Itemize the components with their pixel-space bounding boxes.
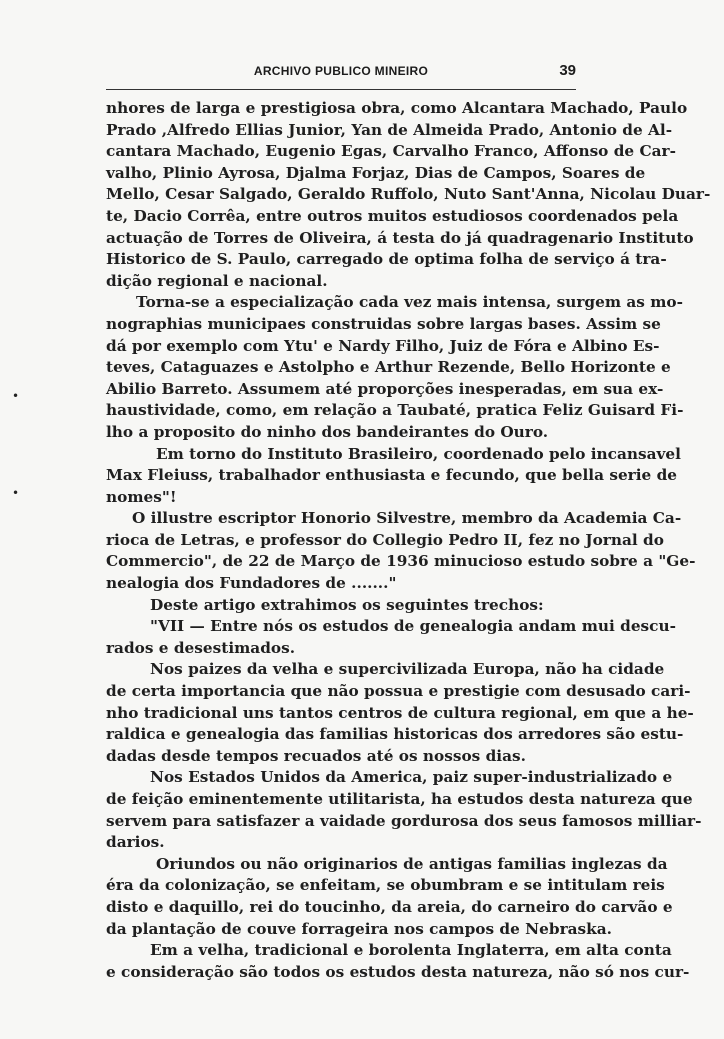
text-line: dadas desde tempos recuados até os nossos dias. (106, 746, 526, 765)
text-line: de feição eminentemente utilitarista, ha estudos desta natureza que (106, 790, 693, 808)
text-line: Em a velha, tradicional e borolenta Inglaterra, em alta conta (150, 941, 672, 960)
text-line: darios. (106, 833, 165, 852)
text-line: Em torno do Instituto Brasileiro, coordenado pelo incansavel (156, 444, 681, 463)
text-line: Historico de S. Paulo, carregado de optima folha de serviço á tra- (106, 250, 667, 269)
text-line: cantara Machado, Eugenio Egas, Carvalho Franco, Affonso de Car- (106, 142, 676, 161)
body-text (106, 98, 711, 983)
text-line: de certa importancia que não possua e prestigie com desusado cari- (106, 682, 691, 701)
margin-mark: • (12, 389, 20, 403)
text-line: Deste artigo extrahimos os seguintes trechos: (150, 595, 544, 614)
text-line: nealogia dos Fundadores de ......." (106, 574, 397, 593)
text-line: Torna-se a especialização cada vez mais intensa, surgem as mo- (136, 293, 683, 312)
running-title: ARCHIVO PUBLICO MINEIRO (253, 64, 429, 78)
text-line: dá por exemplo com Ytu' e Nardy Filho, Juiz de Fóra e Albino Es- (106, 336, 660, 355)
text-line: nographias municipaes construidas sobre largas bases. Assim se (106, 314, 661, 333)
text-line: Mello, Cesar Salgado, Geraldo Ruffolo, Nuto Sant'Anna, Nicolau Duar- (106, 185, 711, 204)
text-line: nomes"! (106, 487, 177, 506)
text-line: e consideração são todos os estudos desta natureza, não só nos cur- (106, 962, 690, 981)
text-line: rados e desestimados. (106, 638, 296, 657)
text-line: disto e daquillo, rei do toucinho, da areia, do carneiro do carvão e (106, 897, 673, 916)
text-line: Commercio", de 22 de Março de 1936 minucioso estudo sobre a "Ge- (106, 552, 696, 571)
text-line: rioca de Letras, e professor do Collegio Pedro II, fez no Jornal do (106, 530, 664, 549)
text-line: Abilio Barreto. Assumem até proporções inesperadas, em sua ex- (106, 379, 664, 398)
text-line: valho, Plinio Ayrosa, Djalma Forjaz, Dias de Campos, Soares de (106, 163, 646, 182)
text-line: dição regional e nacional. (106, 271, 328, 290)
page-header (106, 60, 576, 84)
text-line: Nos paizes da velha e supercivilizada Europa, não ha cidade (150, 660, 665, 679)
text-line: actuação de Torres de Oliveira, á testa do já quadragenario Instituto (106, 228, 694, 247)
header-rule (106, 89, 576, 90)
text-line: Nos Estados Unidos da America, paiz super-industrializado e (150, 768, 673, 787)
text-line: lho a proposito do ninho dos bandeirantes do Ouro. (106, 422, 549, 441)
text-line: nho tradicional uns tantos centros de cultura regional, em que a he- (106, 703, 694, 722)
text-line: Prado ,Alfredo Ellias Junior, Yan de Almeida Prado, Antonio de Al- (106, 120, 673, 139)
margin-mark: • (12, 486, 20, 500)
text-line: O illustre escriptor Honorio Silvestre, membro da Academia Ca- (132, 509, 682, 528)
text-line: da plantação de couve forrageira nos campos de Nebraska. (106, 919, 612, 938)
text-line: haustividade, como, em relação a Taubaté, pratica Feliz Guisard Fi- (106, 401, 684, 420)
text-line: Max Fleiuss, trabalhador enthusiasta e fecundo, que bella serie de (106, 466, 678, 485)
page-number: 39 (559, 62, 576, 79)
text-line: "VII — Entre nós os estudos de genealogia andam mui descu- (150, 617, 676, 636)
text-line: servem para satisfazer a vaidade gordurosa dos seus famosos milliar- (106, 811, 702, 830)
text-line: nhores de larga e prestigiosa obra, como Alcantara Machado, Paulo (106, 99, 688, 117)
text-line: éra da colonização, se enfeitam, se obumbram e se intitulam reis (106, 876, 665, 895)
text-line: Oriundos ou não originarios de antigas familias inglezas da (156, 854, 668, 873)
text-line: raldica e genealogia das familias historicas dos arredores são estu- (106, 725, 684, 744)
text-line: teves, Cataguazes e Astolpho e Arthur Rezende, Bello Horizonte e (106, 358, 671, 377)
text-line: te, Dacio Corrêa, entre outros muitos estudiosos coordenados pela (106, 206, 679, 225)
